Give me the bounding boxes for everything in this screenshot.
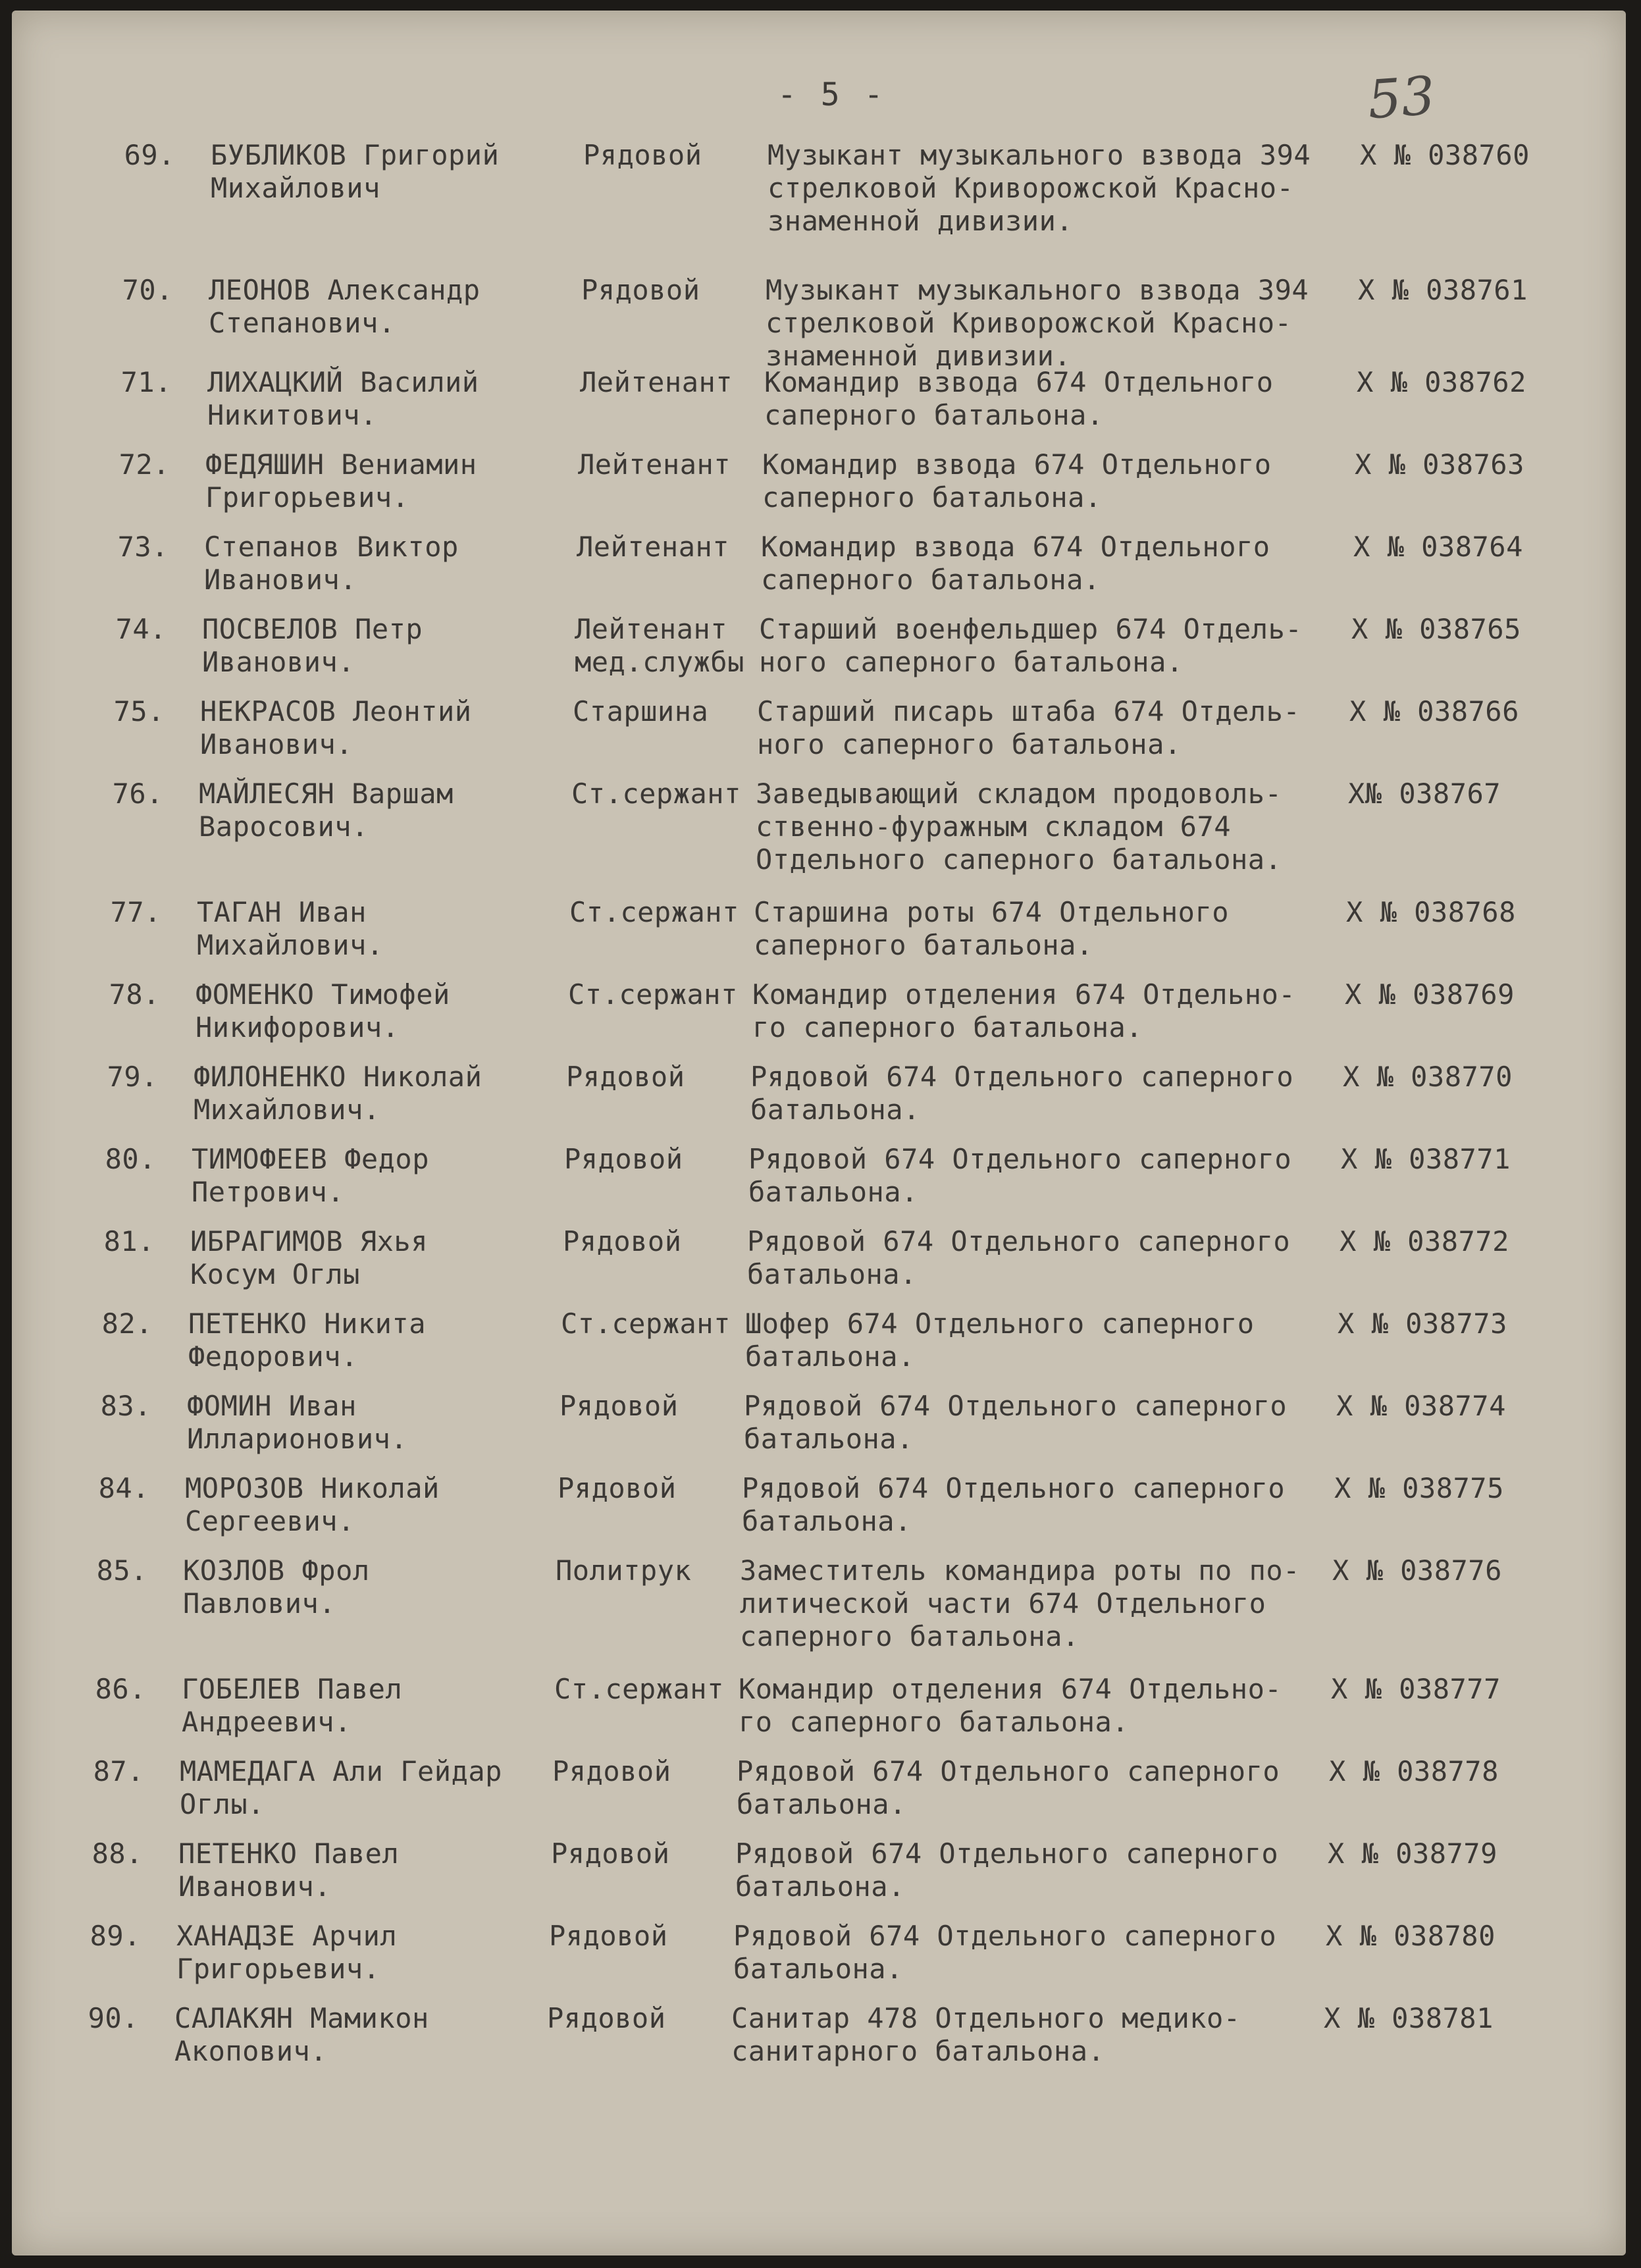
certificate-number: Х № 038771 [1341, 1143, 1511, 1175]
position-description: Рядовой 674 Отдельного саперного батальона. [744, 1390, 1288, 1455]
person-name: ИБРАГИМОВ Яхья Косум Оглы [190, 1225, 429, 1290]
military-rank: Лейтенант [577, 531, 730, 563]
position-description: Рядовой 674 Отдельного саперного батальона. [742, 1472, 1286, 1537]
person-name: Степанов Виктор Иванович. [204, 531, 459, 596]
certificate-number: Х № 038776 [1332, 1554, 1502, 1587]
military-rank: Ст.сержант [561, 1307, 731, 1340]
person-name: ХАНАДЗЕ Арчил Григорьевич. [176, 1920, 398, 1985]
certificate-number: Х № 038779 [1328, 1837, 1498, 1870]
person-name: НЕКРАСОВ Леонтий Иванович. [200, 695, 472, 760]
person-name: ПЕТЕНКО Павел Иванович. [178, 1837, 400, 1903]
military-rank: Ст.сержант [568, 978, 738, 1011]
certificate-number: Х № 038773 [1338, 1307, 1507, 1340]
row-number: 85. [96, 1554, 147, 1587]
military-rank: Рядовой [566, 1061, 685, 1093]
certificate-number: Х № 038772 [1340, 1225, 1509, 1257]
row-number: 87. [93, 1755, 144, 1787]
position-description: Рядовой 674 Отдельного саперного батальона. [748, 1143, 1292, 1208]
certificate-number: Х № 038774 [1336, 1390, 1506, 1422]
certificate-number: Х № 038770 [1343, 1061, 1513, 1093]
position-description: Старший писарь штаба 674 Отдель- ного саперного батальона. [757, 695, 1301, 760]
person-name: ФЕДЯШИН Вениамин Григорьевич. [205, 448, 477, 514]
position-description: Рядовой 674 Отдельного саперного батальона. [747, 1225, 1291, 1290]
military-rank: Рядовой [583, 139, 702, 171]
certificate-number: Х № 038781 [1324, 2002, 1494, 2034]
position-description: Командир взвода 674 Отдельного саперного батальона. [761, 531, 1270, 596]
certificate-number: Х № 038768 [1346, 896, 1516, 928]
row-number: 71. [120, 366, 172, 398]
archive-sheet-number: 53 [1365, 65, 1437, 131]
military-rank: Рядовой [563, 1225, 682, 1257]
certificate-number: Х № 038777 [1331, 1673, 1501, 1705]
certificate-number: Х № 038780 [1326, 1920, 1496, 1952]
position-description: Рядовой 674 Отдельного саперного батальона. [750, 1061, 1294, 1126]
military-rank: Политрук [556, 1554, 692, 1587]
row-number: 78. [109, 978, 160, 1011]
position-description: Санитар 478 Отдельного медико- санитарного батальона. [731, 2002, 1241, 2067]
row-number: 82. [101, 1307, 153, 1340]
position-description: Рядовой 674 Отдельного саперного батальона. [735, 1837, 1279, 1903]
military-rank: Рядовой [551, 1837, 670, 1870]
position-description: Командир взвода 674 Отдельного саперного батальона. [764, 366, 1274, 431]
position-description: Командир отделения 674 Отдельно- го саперного батальона. [752, 978, 1296, 1043]
person-name: ФОМЕНКО Тимофей Никифорович. [195, 978, 450, 1043]
person-name: ТИМОФЕЕВ Федор Петрович. [192, 1143, 430, 1208]
person-name: ЛИХАЦКИЙ Василий Никитович. [207, 366, 479, 431]
person-name: БУБЛИКОВ Григорий Михайлович [211, 139, 500, 204]
military-rank: Лейтенант [578, 448, 731, 481]
military-rank: Рядовой [549, 1920, 668, 1952]
person-name: МОРОЗОВ Николай Сергеевич. [185, 1472, 440, 1537]
list-row [12, 778, 1626, 883]
position-description: Командир взвода 674 Отдельного саперного батальона. [762, 448, 1272, 514]
row-number: 72. [118, 448, 170, 481]
military-rank: Рядовой [564, 1143, 683, 1175]
military-rank: Рядовой [581, 274, 700, 306]
person-name: ФИЛОНЕНКО Николай Михайлович. [194, 1061, 482, 1126]
document-sheet [12, 11, 1626, 2255]
row-number: 76. [112, 778, 163, 810]
certificate-number: Х № 038760 [1360, 139, 1530, 171]
position-description: Заместитель командира роты по по- литической части 674 Отдельного саперного батальона. [740, 1554, 1300, 1652]
page-number: - 5 - [777, 76, 886, 113]
row-number: 81. [103, 1225, 155, 1257]
position-description: Старший военфельдшер 674 Отдель- ного саперного батальона. [759, 613, 1303, 678]
position-description: Рядовой 674 Отдельного саперного батальона. [733, 1920, 1277, 1985]
row-number: 84. [98, 1472, 149, 1504]
position-description: Шофер 674 Отдельного саперного батальона. [745, 1307, 1255, 1373]
award-list [12, 11, 1626, 2255]
certificate-number: Х № 038769 [1345, 978, 1515, 1011]
row-number: 79. [107, 1061, 158, 1093]
military-rank: Ст.сержант [554, 1673, 724, 1705]
military-rank: Рядовой [558, 1472, 677, 1504]
person-name: ЛЕОНОВ Александр Степанович. [209, 274, 481, 339]
person-name: САЛАКЯН Мамикон Акопович. [174, 2002, 429, 2067]
military-rank: Ст.сержант [569, 896, 739, 928]
certificate-number: Х № 038766 [1349, 695, 1519, 727]
list-row [12, 139, 1626, 244]
person-name: ФОМИН Иван Илларионович. [187, 1390, 408, 1455]
certificate-number: Х№ 038767 [1348, 778, 1501, 810]
military-rank: Лейтенант [580, 366, 733, 398]
position-description: Музыкант музыкального взвода 394 стрелковой Криворожской Красно- знаменной дивизии. [766, 274, 1309, 372]
certificate-number: Х № 038763 [1355, 448, 1524, 481]
row-number: 90. [88, 2002, 139, 2034]
position-description: Музыкант музыкального взвода 394 стрелковой Криворожской Красно- знаменной дивизии. [768, 139, 1311, 237]
row-number: 69. [124, 139, 175, 171]
certificate-number: Х № 038764 [1353, 531, 1523, 563]
row-number: 73. [117, 531, 169, 563]
military-rank: Ст.сержант [571, 778, 741, 810]
military-rank: Рядовой [552, 1755, 671, 1787]
certificate-number: Х № 038765 [1351, 613, 1521, 645]
row-number: 88. [91, 1837, 143, 1870]
person-name: ТАГАН Иван Михайлович. [197, 896, 384, 961]
row-number: 80. [105, 1143, 156, 1175]
position-description: Старшина роты 674 Отдельного саперного батальона. [754, 896, 1230, 961]
certificate-number: Х № 038778 [1329, 1755, 1499, 1787]
row-number: 74. [115, 613, 167, 645]
row-number: 89. [90, 1920, 141, 1952]
certificate-number: Х № 038775 [1334, 1472, 1504, 1504]
row-number: 77. [110, 896, 161, 928]
row-number: 70. [122, 274, 173, 306]
row-number: 75. [113, 695, 165, 727]
person-name: МАМЕДАГА Али Гейдар Оглы. [180, 1755, 502, 1820]
military-rank: Рядовой [547, 2002, 666, 2034]
person-name: КОЗЛОВ Фрол Павлович. [183, 1554, 370, 1620]
position-description: Командир отделения 674 Отдельно- го саперного батальона. [739, 1673, 1282, 1738]
person-name: ГОБЕЛЕВ Павел Андреевич. [182, 1673, 403, 1738]
certificate-number: Х № 038762 [1357, 366, 1526, 398]
military-rank: Лейтенант мед.службы [575, 613, 744, 678]
military-rank: Старшина [573, 695, 709, 727]
certificate-number: Х № 038761 [1358, 274, 1528, 306]
list-row [12, 1554, 1626, 1660]
person-name: МАЙЛЕСЯН Варшам Варосович. [199, 778, 454, 843]
military-rank: Рядовой [560, 1390, 679, 1422]
person-name: ПЕТЕНКО Никита Федорович. [188, 1307, 427, 1373]
row-number: 83. [100, 1390, 151, 1422]
list-row [12, 2002, 1626, 2107]
row-number: 86. [95, 1673, 146, 1705]
position-description: Рядовой 674 Отдельного саперного батальона. [737, 1755, 1280, 1820]
person-name: ПОСВЕЛОВ Петр Иванович. [202, 613, 423, 678]
position-description: Заведывающий складом продоволь- ственно-фуражным складом 674 Отдельного саперного батальона. [756, 778, 1282, 876]
list-row [12, 274, 1626, 379]
